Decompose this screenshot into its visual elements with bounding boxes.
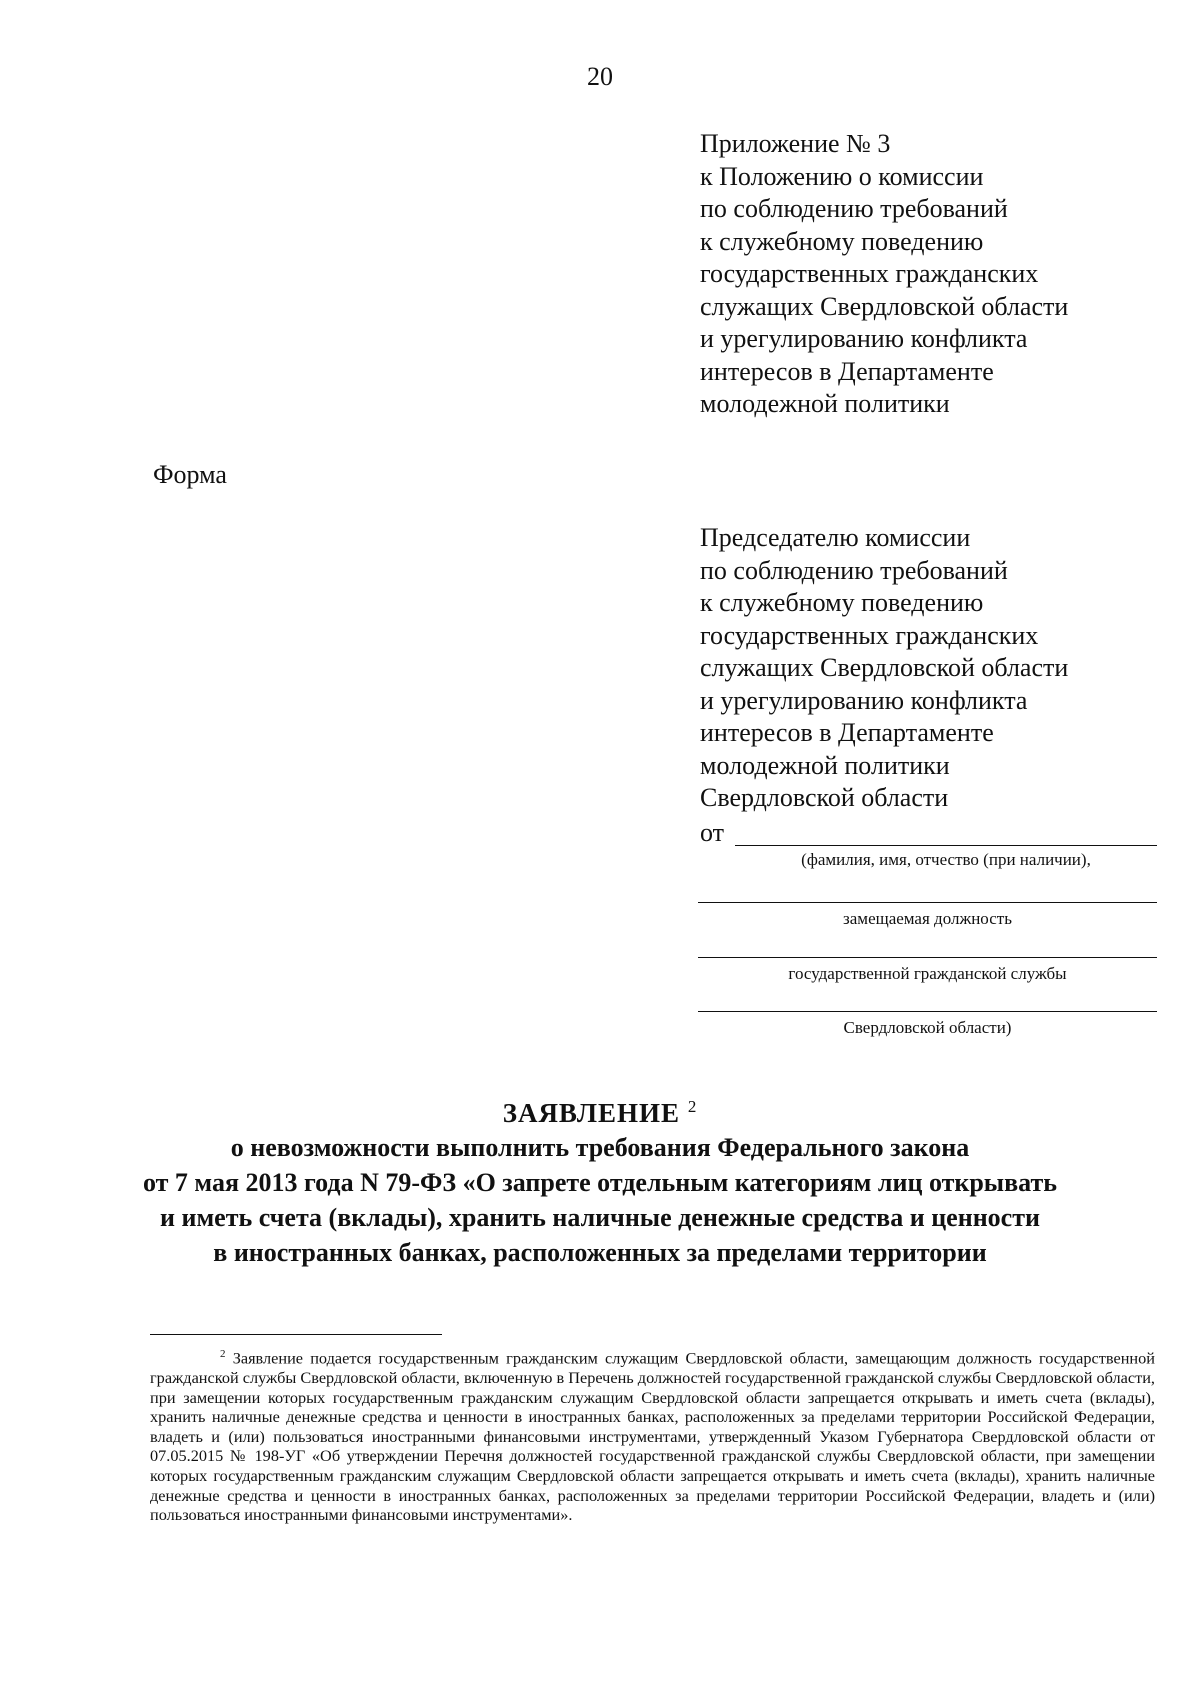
title-subline: и иметь счета (вклады), хранить наличные денежные средства и ценности: [160, 1203, 1040, 1232]
addressee-line: интересов в Департаменте: [700, 718, 994, 747]
appendix-line: Приложение № 3: [700, 129, 891, 158]
footnote-separator: [150, 1334, 442, 1335]
appendix-line: к Положению о комиссии: [700, 161, 984, 191]
addressee-line: Председателю комиссии: [700, 523, 971, 552]
hint-region: Свердловской области): [843, 1018, 1012, 1037]
hint-service: государственной гражданской службы: [788, 964, 1067, 983]
footnote-mark: 2: [687, 1097, 698, 1116]
addressee-line: и урегулированию конфликта: [700, 685, 1028, 715]
addressee-block: [700, 522, 1068, 815]
appendix-line: интересов в Департаменте: [700, 356, 994, 386]
appendix-line: молодежной политики: [700, 389, 950, 418]
appendix-line: и урегулированию конфликта: [700, 324, 1028, 353]
addressee-line: по соблюдению требований: [700, 555, 1008, 585]
footnote-number: 2: [220, 1348, 226, 1360]
appendix-line: к служебному поведению: [700, 226, 984, 256]
appendix-line: служащих Свердловской области: [700, 291, 1069, 321]
footnote: [150, 1345, 1155, 1525]
addressee-line: Свердловской области: [700, 783, 949, 812]
addressee-line: молодежной политики: [700, 750, 950, 780]
service-fill-line[interactable]: [698, 957, 1157, 958]
addressee-line: к служебному поведению: [700, 588, 984, 617]
name-fill-line[interactable]: [735, 845, 1157, 846]
hint-full-name: (фамилия, имя, отчество (при наличии),: [801, 850, 1091, 869]
region-fill-line[interactable]: [698, 1011, 1157, 1012]
title-subline: в иностранных банках, расположенных за пределами территории: [213, 1238, 987, 1267]
appendix-line: государственных гражданских: [700, 259, 1039, 288]
form-label: Форма: [153, 460, 227, 489]
addressee-line: служащих Свердловской области: [700, 653, 1069, 682]
footnote-text: Заявление подается государственным гражданским служащим Свердловской области, замещающим должность государственной гражданской службы Свердловской области, включенную в Перечень должностей государственной гражданской службы Свердловской области, при замещении которых государственным гражданским служащим Свердловской области запрещается открывать и иметь счета (вклады), хранить наличные денежные средства и ценности в иностранных банках, расположенных за пределами территории Российской Федерации, владеть и (или) пользоваться иностранными финансовыми инструментами, утвержденный Указом Губернатора Свердловской области от 07.05.2015 № 198-УГ «Об утверждении Перечня должностей государственной гражданской службы Свердловской области, при замещении которых государственным гражданским служащим Свердловской области запрещается открывать и иметь счета (вклады), хранить наличные денежные средства и ценности в иностранных банках, расположенных за пределами территории Российской Федерации, владеть и (или) пользоваться иностранными финансовыми инструментами».: [150, 1348, 1155, 1525]
page-number: 20: [587, 62, 613, 91]
title-subline: о невозможности выполнить требования Федерального закона: [230, 1133, 970, 1162]
appendix-line: по соблюдению требований: [700, 194, 1008, 223]
position-fill-line[interactable]: [698, 902, 1157, 903]
hint-position: замещаемая должность: [843, 909, 1012, 928]
title-subline: от 7 мая 2013 года N 79-ФЗ «О запрете отдельным категориям лиц открывать: [142, 1168, 1057, 1197]
title-text: ЗАЯВЛЕНИЕ: [502, 1098, 681, 1128]
appendix-header: [700, 128, 1068, 421]
document-title: [0, 1097, 1200, 1129]
addressee-line: государственных гражданских: [700, 620, 1039, 650]
from-label: от: [700, 818, 725, 847]
